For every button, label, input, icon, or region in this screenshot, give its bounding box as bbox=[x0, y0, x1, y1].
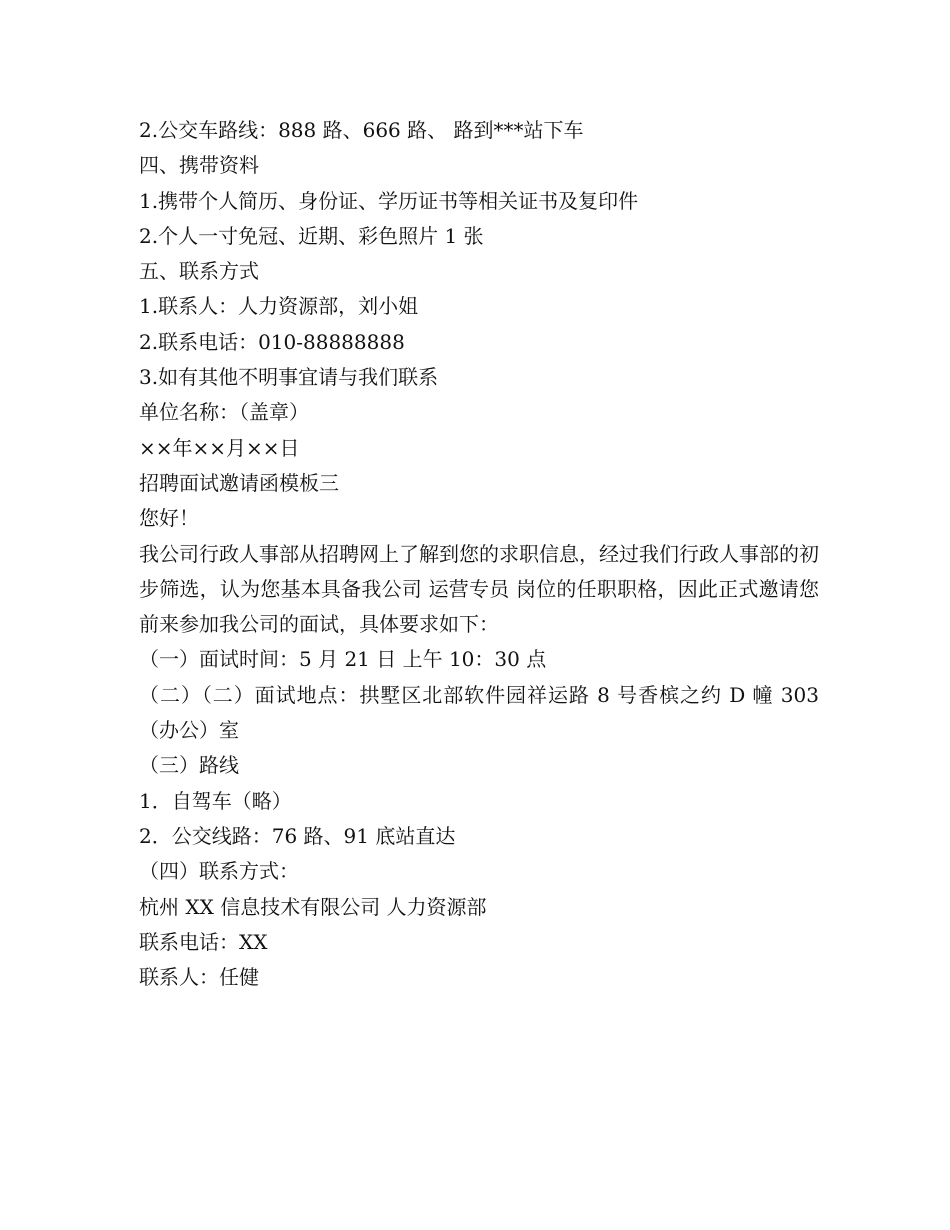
invitation-paragraph: 我公司行政人事部从招聘网上了解到您的求职信息，经过我们行政人事部的初步筛选，认为您基本具备我公司 运营专员 岗位的任职职格，因此正式邀请您前来参加我公司的面试，具体要求如下： bbox=[139, 541, 819, 637]
company-line: 杭州 XX 信息技术有限公司 人力资源部 bbox=[139, 894, 487, 919]
date-line: ××年××月××日 bbox=[139, 435, 300, 460]
section-heading-materials: 四、携带资料 bbox=[139, 153, 259, 178]
greeting: 您好！ bbox=[139, 506, 199, 531]
contact-item-2: 2.联系电话：010-88888888 bbox=[139, 329, 405, 354]
contact-person-line: 联系人：任健 bbox=[139, 965, 259, 990]
route-item-1: 1．自驾车（略） bbox=[139, 788, 292, 813]
contact-item-1: 1.联系人：人力资源部，刘小姐 bbox=[139, 294, 419, 319]
contact-item-3: 3.如有其他不明事宜请与我们联系 bbox=[139, 365, 439, 390]
route-heading: （三）路线 bbox=[139, 753, 239, 778]
materials-item-1: 1.携带个人简历、身份证、学历证书等相关证书及复印件 bbox=[139, 188, 639, 213]
materials-item-2: 2.个人一寸免冠、近期、彩色照片 1 张 bbox=[139, 223, 484, 248]
template-title: 招聘面试邀请函模板三 bbox=[139, 470, 339, 495]
organization-name-line: 单位名称：（盖章） bbox=[139, 400, 309, 425]
interview-time: （一）面试时间：5 月 21 日 上午 10：30 点 bbox=[139, 647, 547, 672]
bus-route-line: 2.公交车路线：888 路、666 路、 路到***站下车 bbox=[139, 118, 584, 142]
section-heading-contact: 五、联系方式 bbox=[139, 259, 259, 284]
route-item-2: 2．公交线路：76 路、91 底站直达 bbox=[139, 823, 456, 848]
document-body bbox=[139, 113, 819, 995]
phone-line: 联系电话：XX bbox=[139, 929, 268, 954]
contact-heading: （四）联系方式： bbox=[139, 859, 299, 884]
interview-place: （二）（二）面试地点：拱墅区北部软件园祥运路 8 号香槟之约 D 幢 303（办公）室 bbox=[139, 682, 819, 743]
